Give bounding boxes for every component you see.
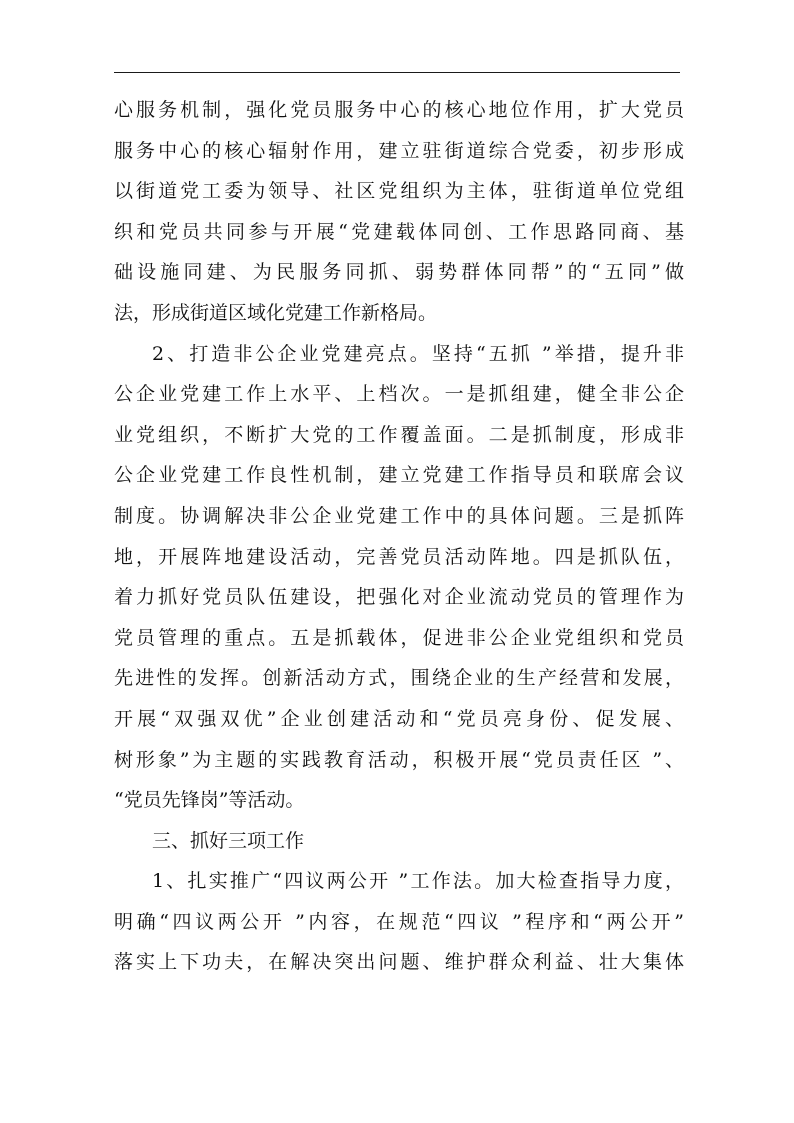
text-line: 法，形成街道区域化党建工作新格局。 [114,301,438,324]
text-line: 开展“双强双优”企业创建活动和“党员亮身份、促发展、 [114,707,684,730]
text-line: 织和党员共同参与开展“党建载体同创、工作思路同商、基 [114,220,684,243]
text-line: 础设施同建、为民服务同抓、弱势群体同帮”的“五同”做 [114,261,684,284]
text-line: “党员先锋岗”等活动。 [114,789,305,812]
text-line: 公企业党建工作良性机制，建立党建工作指导员和联席会议 [114,464,684,487]
text-line: 以街道党工委为领导、社区党组织为主体，驻街道单位党组 [114,180,684,203]
section-heading: 三、抓好三项工作 [152,829,305,852]
text-line: 先进性的发挥。创新活动方式，围绕企业的生产经营和发展， [114,667,684,690]
text-line: 制度。协调解决非公企业党建工作中的具体问题。三是抓阵 [114,504,684,527]
text-line: 1、扎实推广“四议两公开 ”工作法。加大检查指导力度， [152,870,684,893]
text-line: 落实上下功夫，在解决突出问题、维护群众利益、壮大集体 [114,951,684,974]
text-line: 党员管理的重点。五是抓载体，促进非公企业党组织和党员 [114,626,684,649]
header-rule [114,72,680,73]
text-line: 着力抓好党员队伍建设，把强化对企业流动党员的管理作为 [114,586,684,609]
text-line: 2、打造非公企业党建亮点。坚持“五抓 ”举措，提升非 [152,342,684,365]
text-line: 服务中心的核心辐射作用，建立驻街道综合党委，初步形成 [114,139,684,162]
text-line: 公企业党建工作上水平、上档次。一是抓组建，健全非公企 [114,383,684,406]
body-text [114,90,684,983]
text-line: 地，开展阵地建设活动，完善党员活动阵地。四是抓队伍， [114,545,684,568]
text-line: 业党组织，不断扩大党的工作覆盖面。二是抓制度，形成非 [114,423,684,446]
text-line: 心服务机制，强化党员服务中心的核心地位作用，扩大党员 [114,99,684,121]
text-line: 明确“四议两公开 ”内容，在规范“四议 ”程序和“两公开” [114,910,684,933]
text-line: 树形象”为主题的实践教育活动，积极开展“党员责任区 ”、 [114,748,684,771]
